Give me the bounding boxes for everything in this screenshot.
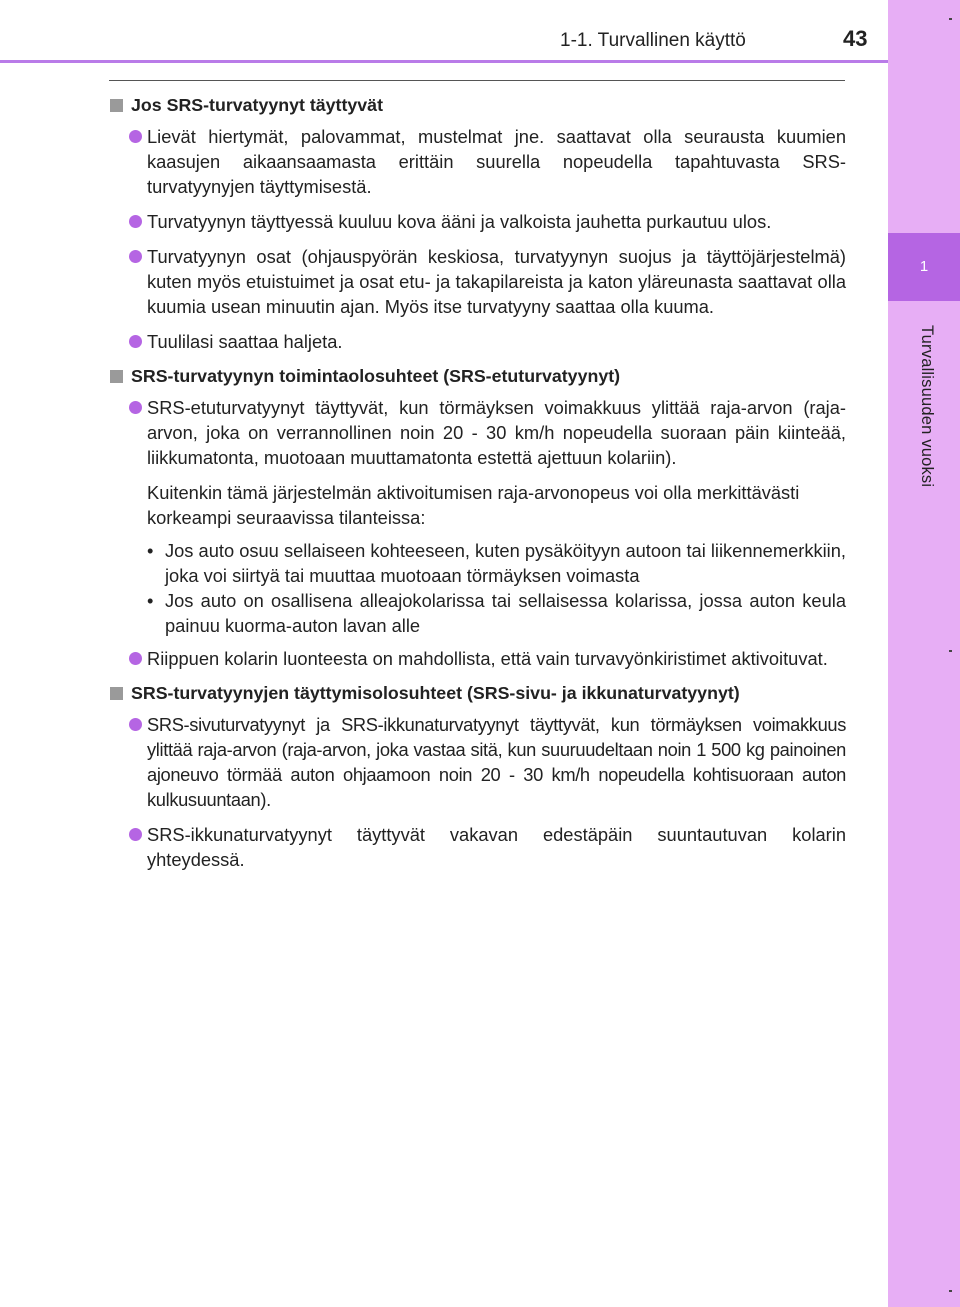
- list-item-text: SRS-ikkunaturvatyynyt täyttyvät vakavan edestäpäin suuntautuvan kolarin yhteydessä.: [147, 824, 846, 870]
- circle-bullet-icon: [129, 130, 142, 143]
- list-item-text: Turvatyynyn täyttyessä kuuluu kova ääni ja valkoista jauhetta purkautuu ulos.: [147, 211, 772, 232]
- list-item-text: SRS-etuturvatyynyt täyttyvät, kun törmäyksen voimakkuus ylittää raja-arvon (raja-arvon, joka on verrannollinen noin 20 - 30 km/h nopeudella suoraan päin kiinteää, liikkumatonta, muotoaan muuttamatonta estettä ajettuun kolariin).: [147, 397, 846, 468]
- edge-marker: [949, 18, 952, 20]
- circle-bullet-icon: [129, 718, 142, 731]
- page-number: 43: [843, 26, 868, 51]
- circle-bullet-icon: [129, 652, 142, 665]
- square-bullet-icon: [110, 370, 123, 383]
- sub-list-item-text: Jos auto on osallisena alleajokolarissa tai sellaisessa kolarissa, jossa auton keula painuu kuorma-auton lavan alle: [165, 590, 846, 636]
- chapter-side-tab: [888, 0, 960, 1307]
- list-item: [110, 646, 846, 671]
- list-item-text: Lievät hiertymät, palovammat, mustelmat jne. saattavat olla seurausta kuumien kaasujen aikaansaamasta erittäin suurella nopeudella tapahtuvasta SRS-turvatyynyjen täyttymisestä.: [147, 126, 846, 197]
- circle-bullet-icon: [129, 335, 142, 348]
- list-item: [110, 124, 846, 199]
- circle-bullet-icon: [129, 250, 142, 263]
- list-item-text: SRS-sivuturvatyynyt ja SRS-ikkunaturvatyynyt täyttyvät, kun törmäyksen voimakkuus ylittää raja-arvon (raja-arvon, joka vastaa sitä, kun suuruudeltaan noin 1 500 kg painoinen ajoneuvo törmää auton ohjaamoon noin 20 - 30 km/h nopeudella kohtisuoraan auton kulkusuuntaan).: [147, 714, 846, 810]
- list-item-text: Turvatyynyn osat (ohjauspyörän keskiosa, turvatyynyn suojus ja täyttöjärjestelmä) kuten myös etuistuimet ja osat etu- ja takapilareista ja katon yläreunasta saattavat olla kuumia usean minuutin ajan. Myös itse turvatyyny saattaa olla kuuma.: [147, 246, 846, 317]
- list-item: [110, 244, 846, 319]
- list-item: [110, 712, 846, 812]
- sub-list-item: [110, 588, 846, 638]
- chapter-label: Turvallisuuden vuoksi: [918, 325, 936, 488]
- sub-bullet-glyph: •: [147, 590, 154, 611]
- section-heading: [110, 681, 846, 706]
- edge-marker: [949, 650, 952, 652]
- page-content: [110, 93, 846, 882]
- list-item: [110, 395, 846, 470]
- sub-list-item-text: Jos auto osuu sellaiseen kohteeseen, kuten pysäköityyn autoon tai liikennemerkkiin, joka voi siirtyä tai muuttaa muotoaan törmäyksen voimasta: [165, 540, 846, 586]
- square-bullet-icon: [110, 687, 123, 700]
- sub-list-item: [110, 538, 846, 588]
- list-item-text: Tuulilasi saattaa haljeta.: [147, 331, 343, 352]
- list-item-text: Riippuen kolarin luonteesta on mahdollista, että vain turvavyönkiristimet aktivoituvat.: [147, 648, 828, 669]
- section-heading-text: SRS-turvatyynyn toimintaolosuhteet (SRS-etuturvatyynyt): [131, 366, 621, 386]
- section-heading-text: SRS-turvatyynyjen täyttymisolosuhteet (SRS-sivu- ja ikkunaturvatyynyt): [131, 683, 740, 703]
- circle-bullet-icon: [129, 215, 142, 228]
- sub-bullet-glyph: •: [147, 540, 154, 561]
- header-divider: [0, 60, 888, 63]
- section-heading-text: Jos SRS-turvatyynyt täyttyvät: [131, 95, 383, 115]
- list-item: [110, 329, 846, 354]
- content-top-rule: [109, 80, 845, 81]
- list-item: [110, 822, 846, 872]
- edge-marker: [949, 1290, 952, 1292]
- list-item: [110, 209, 846, 234]
- section-title: 1-1. Turvallinen käyttö: [560, 30, 746, 51]
- section-heading: [110, 364, 846, 389]
- chapter-number: 1: [919, 258, 929, 275]
- square-bullet-icon: [110, 99, 123, 112]
- paragraph: Kuitenkin tämä järjestelmän aktivoitumisen raja-arvonopeus voi olla merkittävästi korkeampi seuraavissa tilanteissa:: [147, 482, 800, 528]
- section-heading: [110, 93, 846, 118]
- circle-bullet-icon: [129, 828, 142, 841]
- circle-bullet-icon: [129, 401, 142, 414]
